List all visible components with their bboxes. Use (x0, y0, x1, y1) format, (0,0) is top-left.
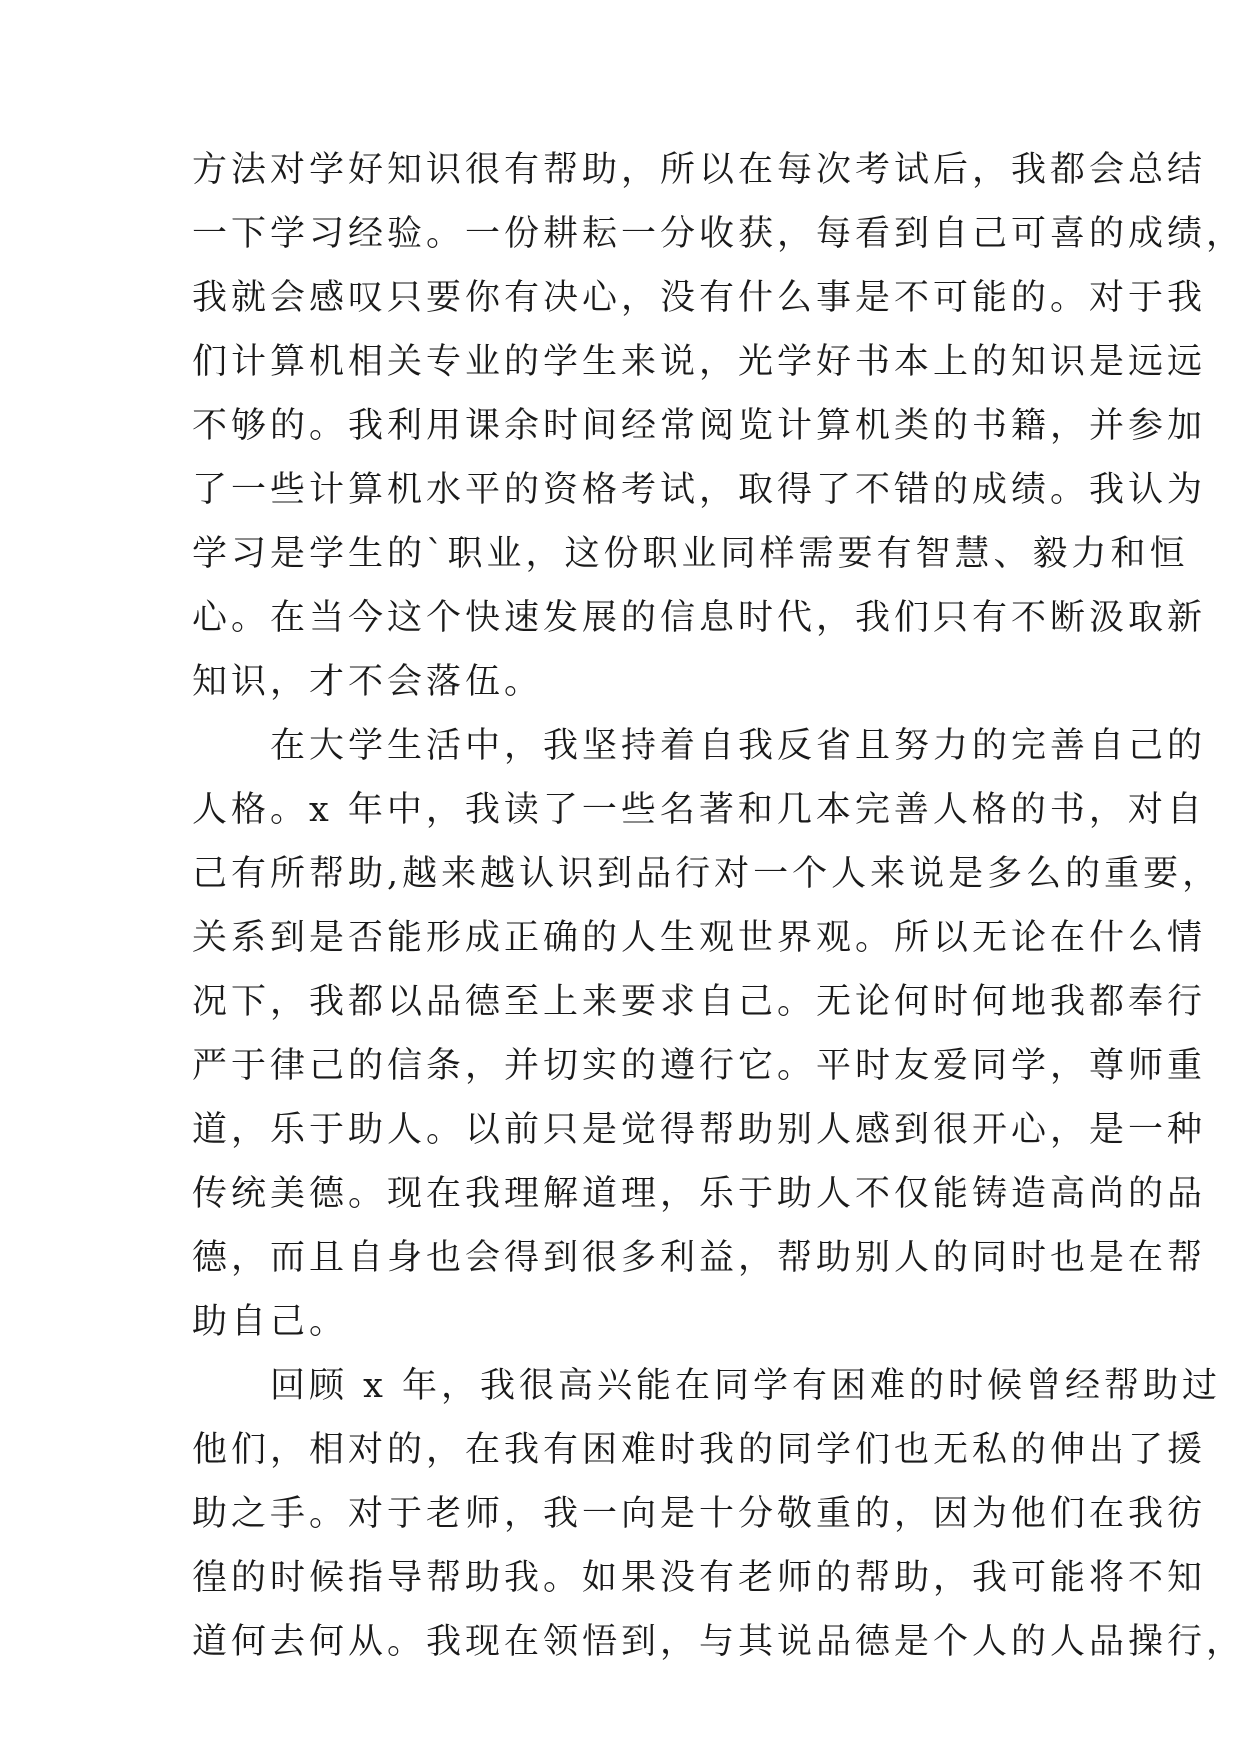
text-line: 方法对学好知识很有帮助，所以在每次考试后，我都会总结 (192, 150, 1207, 190)
text-line: 德，而且自身也会得到很多利益，帮助别人的同时也是在帮 (192, 1238, 1207, 1278)
text-line: 道何去何从。我现在领悟到，与其说品德是个人的人品操行， (192, 1622, 1245, 1662)
text-line: 在大学生活中，我坚持着自我反省且努力的完善自己的 (192, 726, 1207, 766)
text-line: 严于律己的信条，并切实的遵行它。平时友爱同学，尊师重 (192, 1046, 1207, 1086)
text-line: 关系到是否能形成正确的人生观世界观。所以无论在什么情 (192, 918, 1207, 958)
text-line: 传统美德。现在我理解道理，乐于助人不仅能铸造高尚的品 (192, 1174, 1207, 1214)
text-line: 学习是学生的`职业，这份职业同样需要有智慧、毅力和恒 (192, 534, 1189, 574)
text-line: 助自己。 (192, 1302, 349, 1342)
text-line: 心。在当今这个快速发展的信息时代，我们只有不断汲取新 (192, 598, 1207, 638)
text-line: 不够的。我利用课余时间经常阅览计算机类的书籍，并参加 (192, 406, 1207, 446)
text-line: 们计算机相关专业的学生来说，光学好书本上的知识是远远 (192, 342, 1207, 382)
text-line: 回顾 x 年，我很高兴能在同学有困难的时候曾经帮助过 (192, 1366, 1221, 1406)
text-line: 徨的时候指导帮助我。如果没有老师的帮助，我可能将不知 (192, 1558, 1207, 1598)
text-line: 况下，我都以品德至上来要求自己。无论何时何地我都奉行 (192, 982, 1207, 1022)
text-line: 助之手。对于老师，我一向是十分敬重的，因为他们在我彷 (192, 1494, 1207, 1534)
text-line: 我就会感叹只要你有决心，没有什么事是不可能的。对于我 (192, 278, 1207, 318)
text-line: 己有所帮助,越来越认识到品行对一个人来说是多么的重要， (192, 854, 1222, 894)
text-line: 一下学习经验。一份耕耘一分收获，每看到自己可喜的成绩， (192, 214, 1245, 254)
text-line: 道，乐于助人。以前只是觉得帮助别人感到很开心，是一种 (192, 1110, 1207, 1150)
text-line: 了一些计算机水平的资格考试，取得了不错的成绩。我认为 (192, 470, 1207, 510)
text-line: 人格。x 年中，我读了一些名著和几本完善人格的书，对自 (192, 790, 1206, 830)
text-line: 他们，相对的，在我有困难时我的同学们也无私的伸出了援 (192, 1430, 1207, 1470)
text-line: 知识，才不会落伍。 (192, 662, 544, 702)
body-text (192, 138, 1245, 1674)
